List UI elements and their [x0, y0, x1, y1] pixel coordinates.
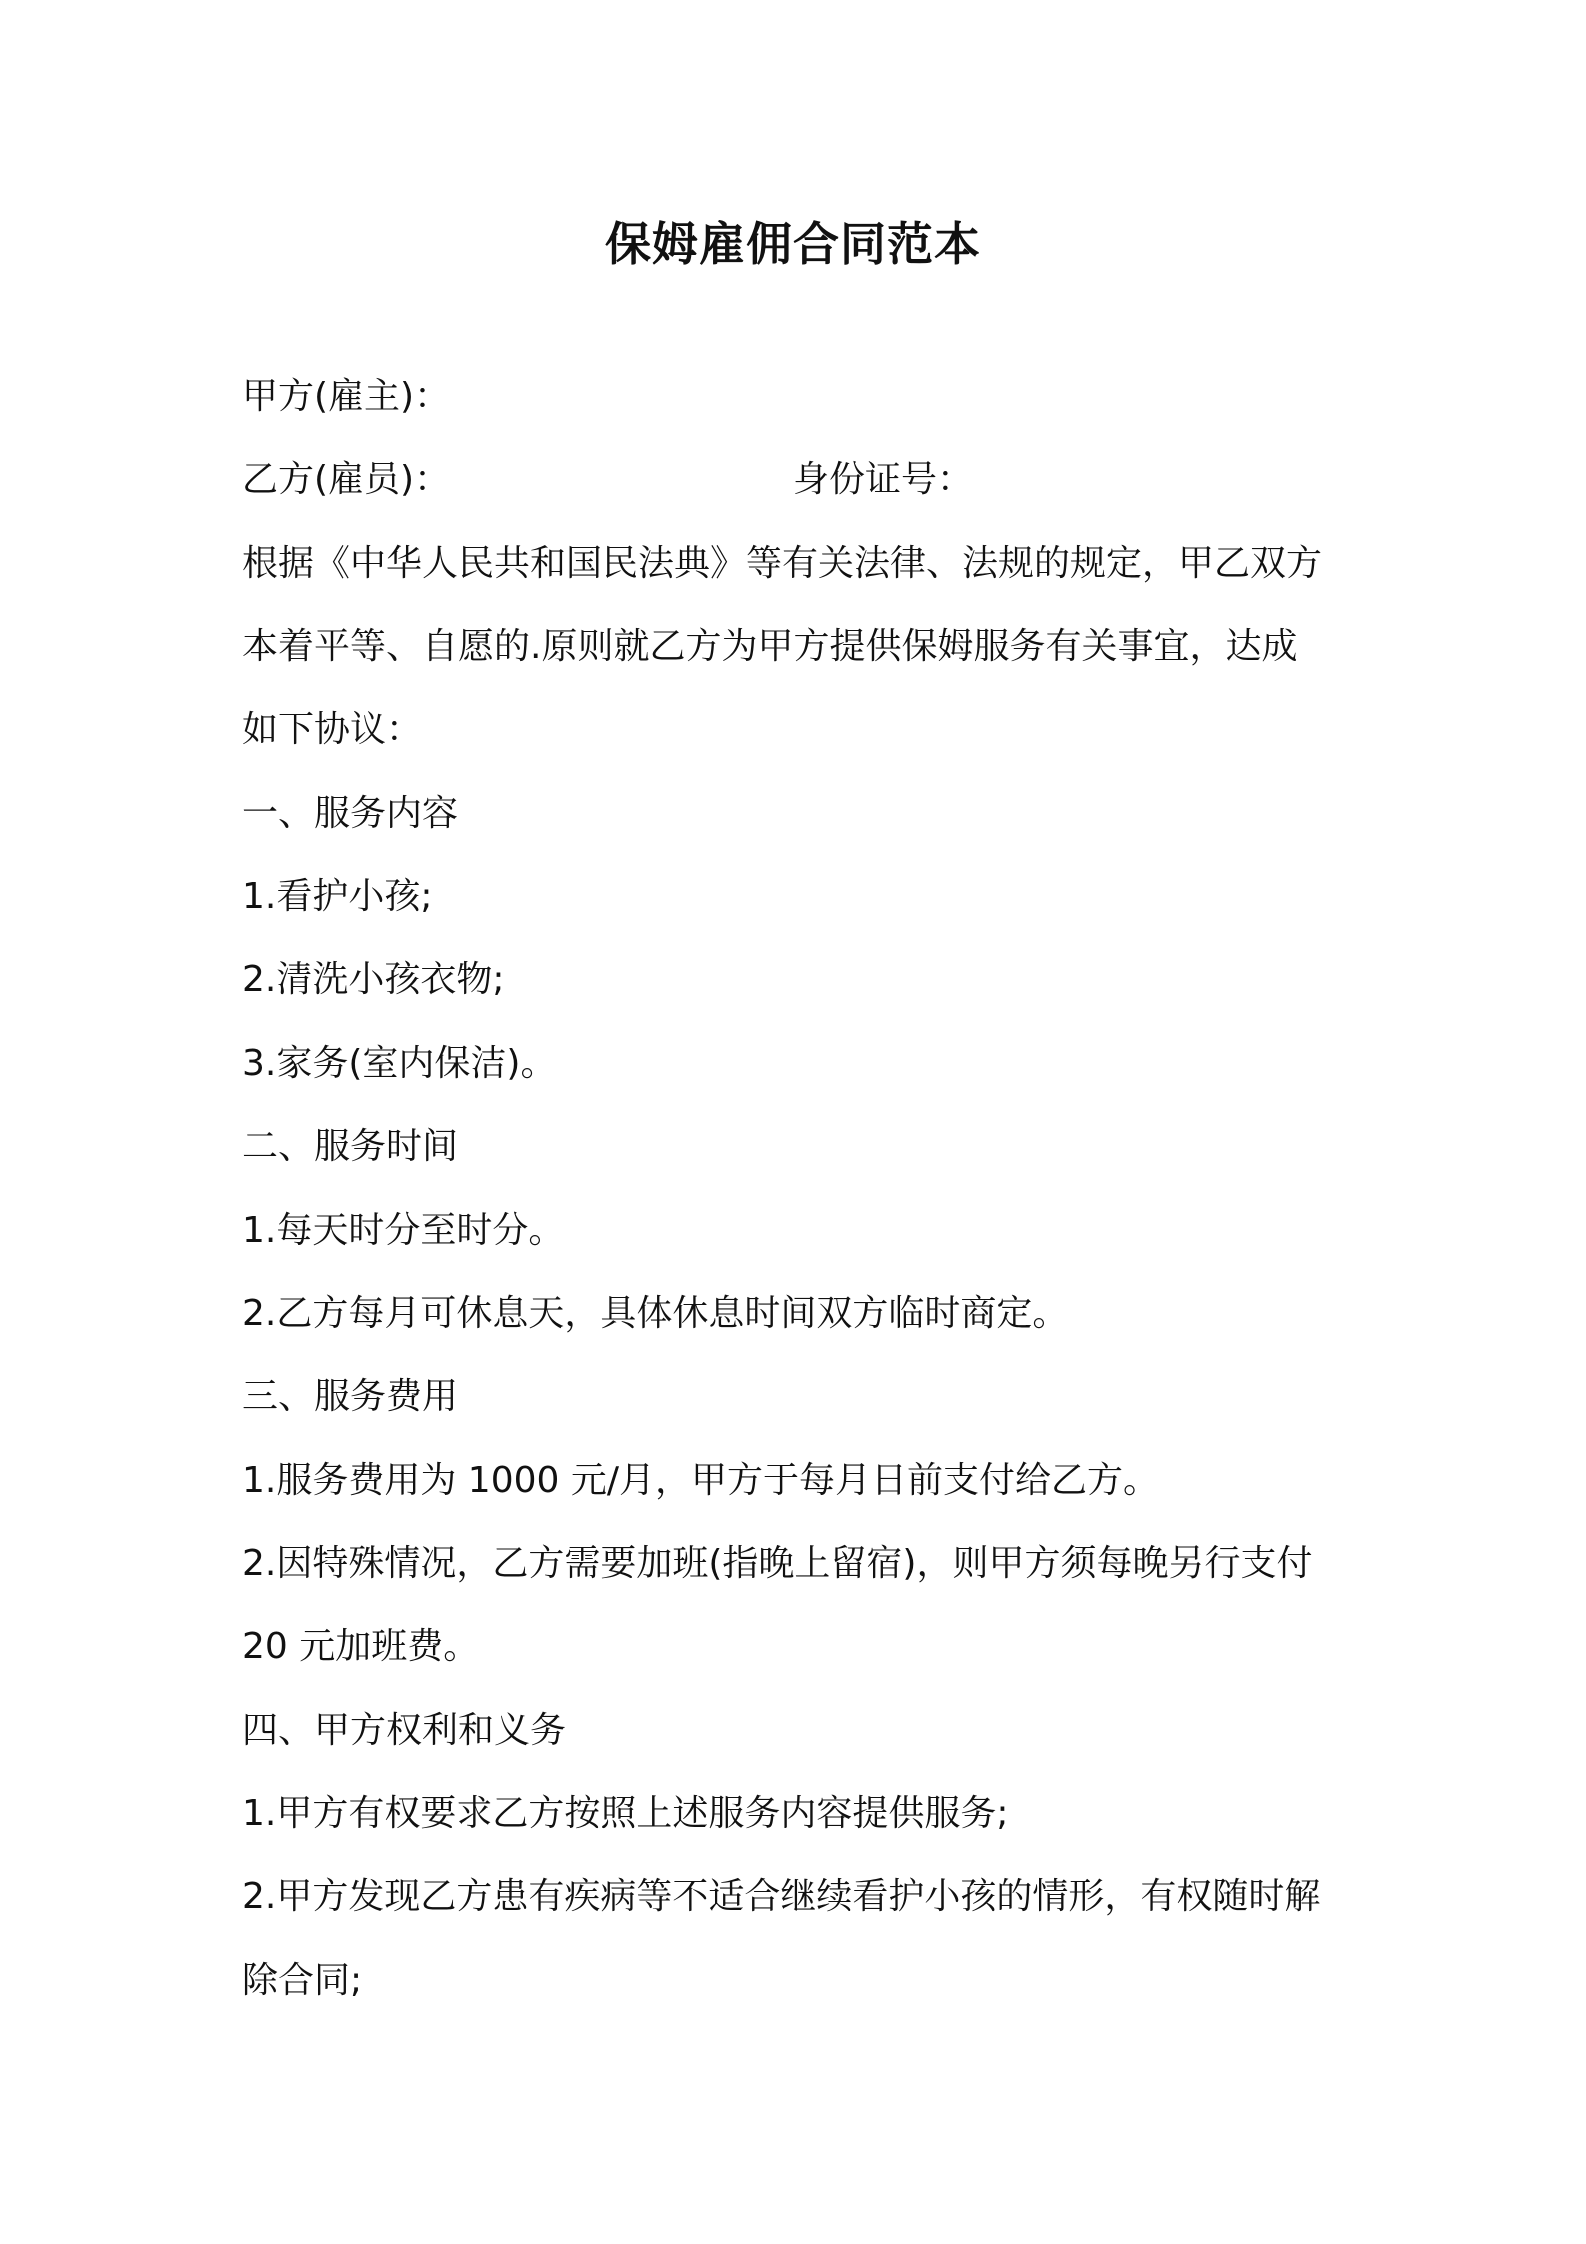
section-3-heading: 三、服务费用: [242, 1376, 459, 1417]
section-4-item-2-cont: 除合同;: [242, 1960, 363, 2001]
section-4-item-1: 1.甲方有权要求乙方按照上述服务内容提供服务;: [242, 1793, 1009, 1834]
section-2-item-1: 1.每天时分至时分。: [242, 1210, 565, 1251]
section-3-item-2: 2.因特殊情况，乙方需要加班(指晚上留宿)，则甲方须每晚另行支付: [242, 1543, 1313, 1584]
section-4-item-2: 2.甲方发现乙方患有疾病等不适合继续看护小孩的情形，有权随时解: [242, 1876, 1321, 1917]
party-a-label: 甲方(雇主)：: [242, 376, 451, 417]
section-1-heading: 一、服务内容: [242, 793, 459, 834]
section-3-item-1: 1.服务费用为 1000 元/月，甲方于每月日前支付给乙方。: [242, 1460, 1159, 1501]
preamble-line-3: 如下协议：: [242, 709, 423, 750]
section-4-heading: 四、甲方权利和义务: [242, 1710, 567, 1751]
section-2-item-2: 2.乙方每月可休息天，具体休息时间双方临时商定。: [242, 1293, 1069, 1334]
section-2-heading: 二、服务时间: [242, 1126, 459, 1167]
preamble-line-2: 本着平等、自愿的.原则就乙方为甲方提供保姆服务有关事宜，达成: [242, 626, 1298, 667]
section-1-item-3: 3.家务(室内保洁)。: [242, 1043, 557, 1084]
party-b-label: 乙方(雇员)：: [242, 459, 451, 500]
document-title: 保姆雇佣合同范本: [605, 217, 981, 271]
preamble-line-1: 根据《中华人民共和国民法典》等有关法律、法规的规定，甲乙双方: [242, 543, 1323, 584]
id-number-label: 身份证号：: [793, 459, 974, 500]
section-1-item-1: 1.看护小孩;: [242, 876, 433, 917]
section-3-item-2-cont: 20 元加班费。: [242, 1626, 480, 1667]
section-1-item-2: 2.清洗小孩衣物;: [242, 959, 505, 1000]
